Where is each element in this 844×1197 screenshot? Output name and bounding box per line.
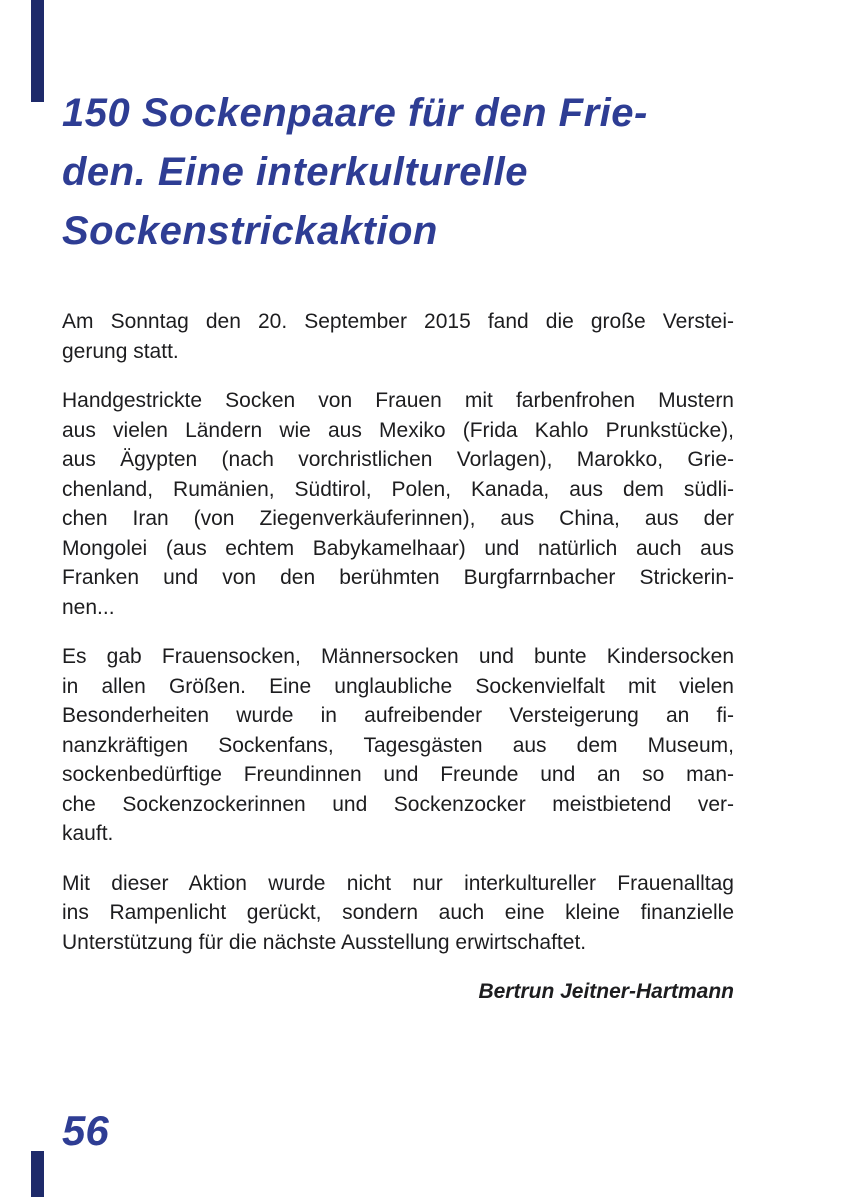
text-line: aus Ägypten (nach vorchristlichen Vorlagen), Marokko, Grie- (62, 448, 734, 471)
paragraph-auction (62, 642, 734, 849)
text-line: nen... (62, 595, 115, 619)
paragraph-intro (62, 307, 734, 366)
left-bottom-accent-bar (31, 1151, 44, 1197)
text-line: Am Sonntag den 20. September 2015 fand die große Verstei- (62, 310, 734, 333)
text-line: aus vielen Ländern wie aus Mexiko (Frida Kahlo Prunkstücke), (62, 418, 734, 442)
title-line: Sockenstrickaktion (62, 209, 438, 253)
paragraph-conclusion (62, 869, 734, 958)
page-number: 56 (62, 1107, 109, 1154)
text-line: chen Iran (von Ziegenverkäuferinnen), aus China, aus der (62, 507, 734, 530)
text-line: Mongolei (aus echtem Babykamelhaar) und natürlich auch aus (62, 536, 734, 560)
text-line: che Sockenzockerinnen und Sockenzocker meistbietend ver- (62, 792, 734, 816)
author-byline: Bertrun Jeitner-Hartmann (478, 980, 734, 1003)
text-line: chenland, Rumänien, Südtirol, Polen, Kanada, aus dem südli- (62, 477, 734, 501)
text-line: gerung statt. (62, 339, 179, 363)
left-top-accent-bar (31, 0, 44, 102)
text-line: Es gab Frauensocken, Männersocken und bunte Kindersocken (62, 645, 734, 668)
text-line: Handgestrickte Socken von Frauen mit farbenfrohen Mustern (62, 389, 734, 412)
article-title (62, 84, 734, 261)
text-line: ins Rampenlicht gerückt, sondern auch eine kleine finanzielle (62, 901, 734, 924)
title-line: 150 Sockenpaare für den Frie- (62, 91, 648, 135)
text-line: Franken und von den berühmten Burgfarrnbacher Strickerin- (62, 566, 734, 589)
title-line: den. Eine interkulturelle (62, 150, 528, 194)
text-line: Unterstützung für die nächste Ausstellung erwirtschaftet. (62, 930, 587, 954)
text-line: Besonderheiten wurde in aufreibender Versteigerung an fi- (62, 704, 734, 727)
text-line: in allen Größen. Eine unglaubliche Sockenvielfalt mit vielen (62, 674, 734, 698)
paragraph-socks-origin (62, 386, 734, 622)
text-line: kauft. (62, 822, 114, 845)
text-line: Mit dieser Aktion wurde nicht nur interkultureller Frauenalltag (62, 871, 734, 895)
text-line: sockenbedürftige Freundinnen und Freunde und an so man- (62, 763, 734, 786)
page-content (62, 84, 734, 1007)
text-line: nanzkräftigen Sockenfans, Tagesgästen aus dem Museum, (62, 733, 734, 757)
